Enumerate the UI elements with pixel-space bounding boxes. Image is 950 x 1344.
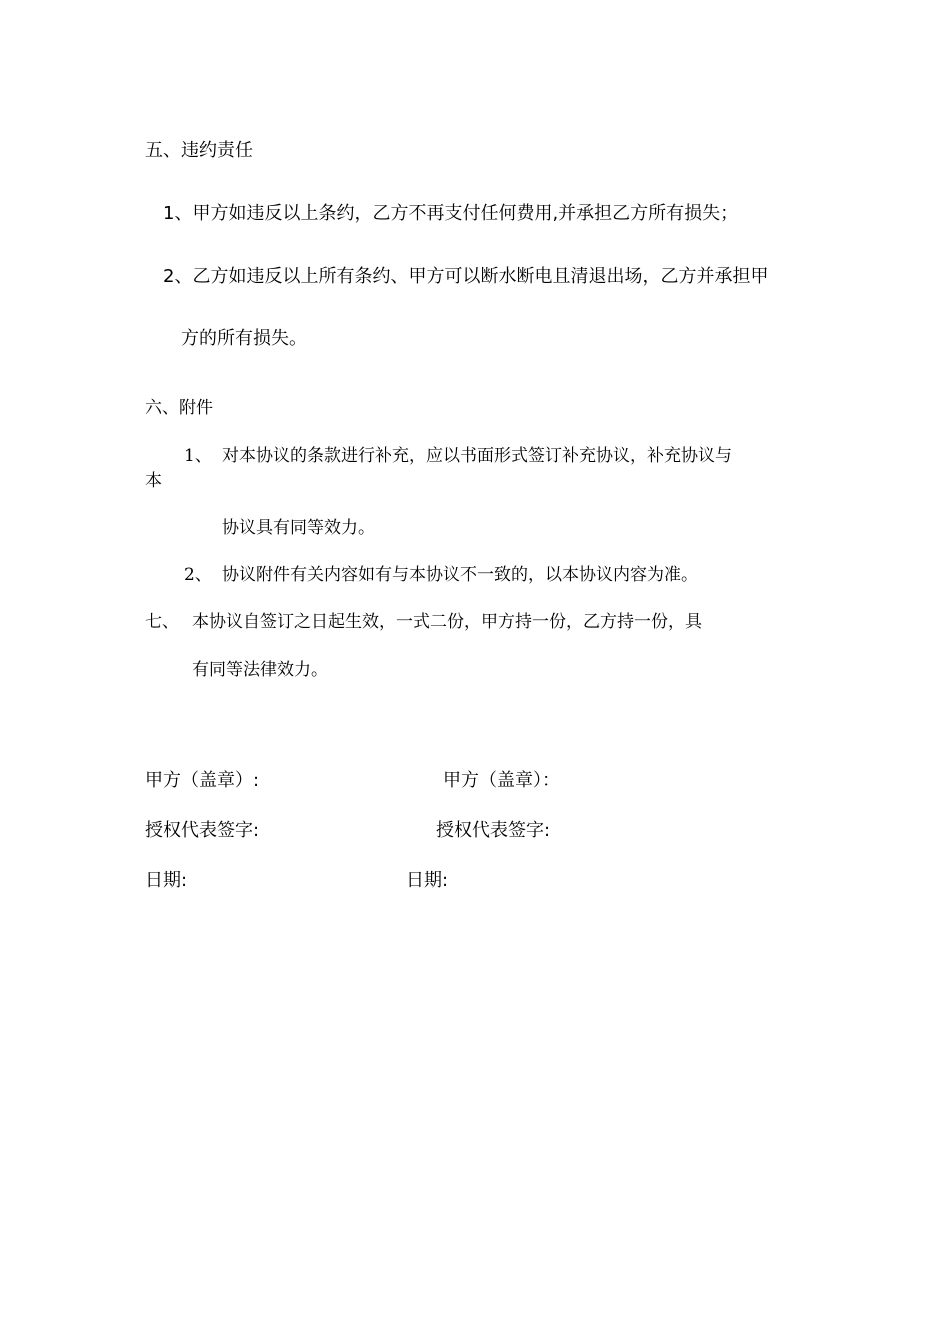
section5-item2-line2: 方的所有损失。 — [181, 328, 307, 349]
section7-number: 七、 — [145, 612, 179, 632]
section6-item2-number: 2、 — [184, 565, 212, 585]
section5-item2-line1: 2、乙方如违反以上所有条约、甲方可以断水断电且清退出场，乙方并承担甲 — [163, 266, 769, 287]
section7-line2: 有同等法律效力。 — [192, 660, 328, 680]
section6-item1-line2: 协议具有同等效力。 — [222, 518, 375, 538]
signature-right-party: 甲方（盖章）： — [443, 770, 560, 791]
signature-right-representative: 授权代表签字: — [436, 820, 551, 841]
section5-heading: 五、违约责任 — [145, 140, 253, 161]
section6-item1-line1: 对本协议的条款进行补充，应以书面形式签订补充协议，补充协议与 — [222, 446, 732, 466]
signature-left-representative: 授权代表签字: — [145, 820, 260, 841]
section7-line1: 本协议自签订之日起生效，一式二份，甲方持一份，乙方持一份，具 — [192, 612, 702, 632]
signature-left-date: 日期: — [145, 870, 188, 891]
signature-left-party: 甲方（盖章）: — [145, 770, 260, 791]
section5-item1: 1、甲方如违反以上条约，乙方不再支付任何费用,并承担乙方所有损失； — [163, 203, 739, 224]
section6-item2-text: 协议附件有关内容如有与本协议不一致的，以本协议内容为准。 — [222, 565, 698, 585]
section6-item1-number: 1、 — [184, 446, 212, 466]
signature-right-date: 日期: — [406, 870, 449, 891]
section6-heading: 六、附件 — [145, 398, 213, 418]
section6-item1-wrap: 本 — [145, 471, 162, 491]
